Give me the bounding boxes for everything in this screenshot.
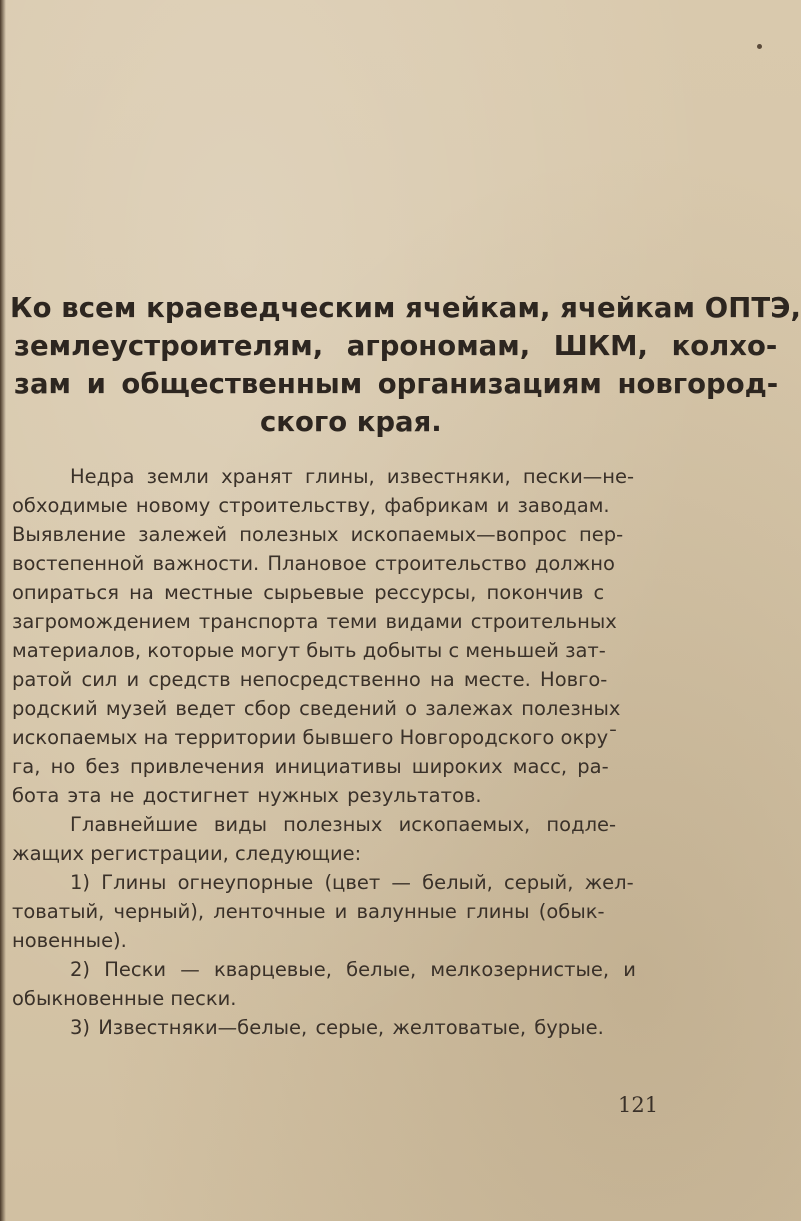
body-line: бота эта не достигнет нужных результатов. (12, 784, 482, 807)
body-line: жащих регистрации, следующие: (12, 842, 362, 865)
body-line: га, но без привлечения инициативы широких масс, ра- (12, 755, 609, 778)
ink-speck (757, 44, 762, 49)
body-line: 2) Пески — кварцевые, белые, мелкозернистые, и (70, 958, 636, 981)
body-line: обыкновенные пески. (12, 987, 237, 1010)
body-line: 3) Известняки—белые, серые, желтоватые, бурые. (70, 1016, 604, 1039)
body-line: обходимые новому строительству, фабрикам и заводам. (12, 494, 610, 517)
page-number: 121 (618, 1093, 659, 1117)
body-line: ратой сил и средств непосредственно на месте. Новго- (12, 668, 608, 691)
body-line: Главнейшие виды полезных ископаемых, подле- (70, 813, 617, 836)
body-line: загромождением транспорта теми видами строительных (12, 610, 617, 633)
body-line: родский музей ведет сбор сведений о залежах полезных (12, 697, 621, 720)
body-line: опираться на местные сырьевые рессурсы, покончив с (12, 581, 605, 604)
page-binding-edge (0, 0, 6, 1221)
heading-line: ского края. (260, 406, 442, 438)
body-line: товатый, черный), ленточные и валунные глины (обык- (12, 900, 605, 923)
body-line: 1) Глины огнеупорные (цвет — белый, серый, жел- (70, 871, 634, 894)
heading-line: Ко всем краеведческим ячейкам, ячейкам ОПТЭ, (10, 292, 801, 324)
body-line: Недра земли хранят глины, известняки, пески—не- (70, 465, 635, 488)
heading-line: землеустроителям, агрономам, ШКМ, колхо- (14, 330, 778, 362)
body-line: востепенной важности. Плановое строительство должно (12, 552, 615, 575)
heading-line: зам и общественным организациям новгород- (14, 368, 779, 400)
body-line: ископаемых на территории бывшего Новгородского окру¯ (12, 726, 618, 749)
body-line: новенные). (12, 929, 127, 952)
body-line: материалов, которые могут быть добыты с меньшей зат- (12, 639, 606, 662)
body-line: Выявление залежей полезных ископаемых—вопрос пер- (12, 523, 624, 546)
